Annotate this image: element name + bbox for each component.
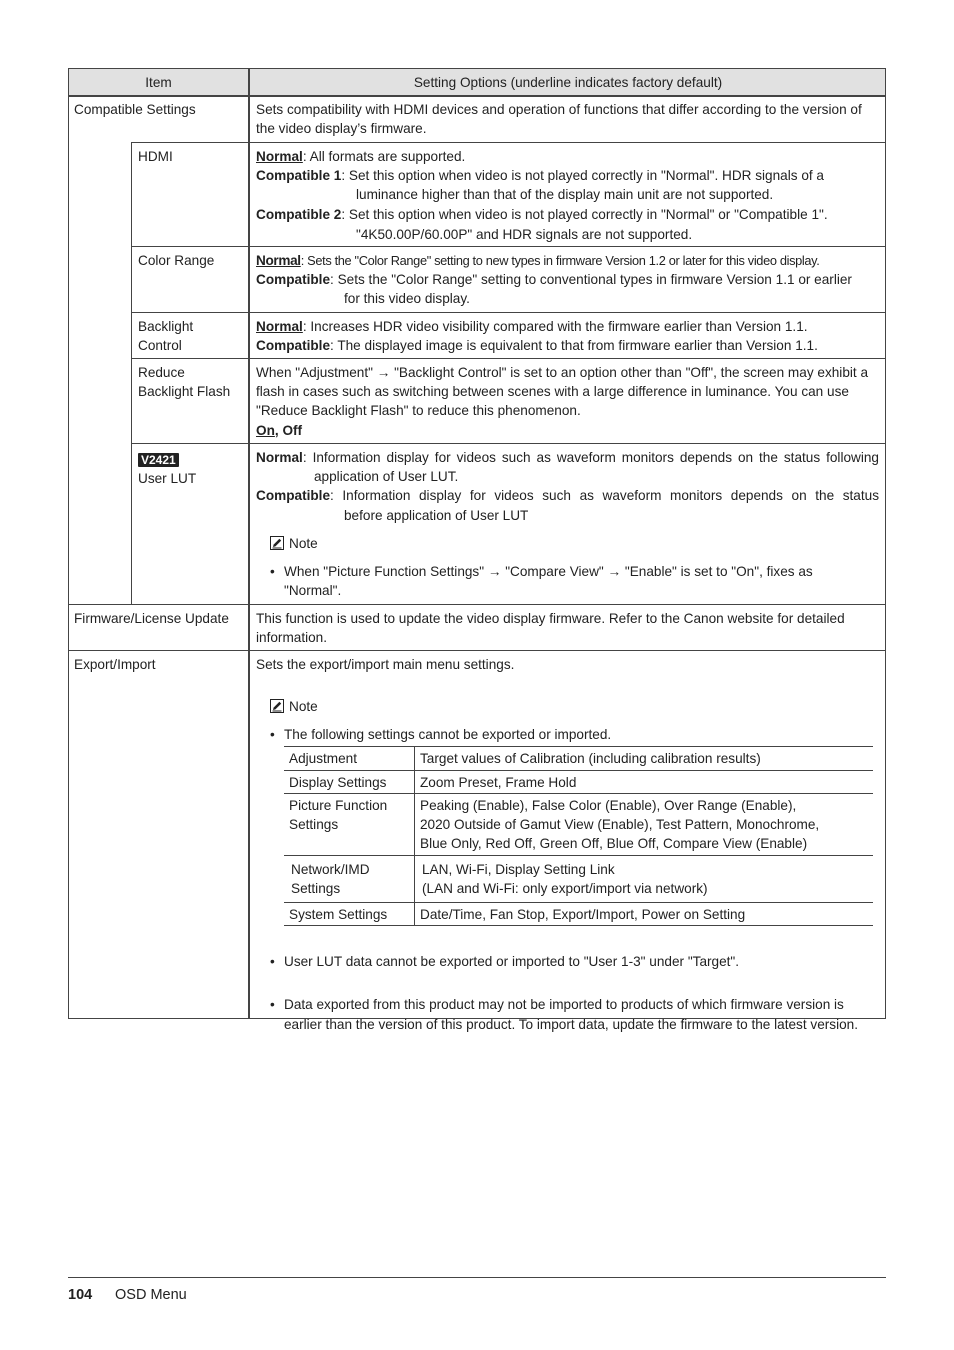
header-item: Item bbox=[145, 75, 172, 90]
subtable-divider bbox=[414, 746, 415, 926]
subtable-rule bbox=[284, 855, 873, 856]
user-lut-options bbox=[250, 445, 886, 600]
subtable-rule bbox=[284, 746, 873, 747]
option-text: : Information display for videos such as waveform monitors depends on the status following bbox=[302, 450, 879, 465]
export-import-label: Export/Import bbox=[74, 657, 156, 672]
label-line: Backlight bbox=[138, 319, 194, 334]
option-text: : Information display for videos such as waveform monitors depends on the status bbox=[330, 488, 879, 504]
option-text: luminance higher than that of the display main unit are not supported. bbox=[356, 187, 774, 203]
hdmi-options bbox=[250, 144, 880, 244]
page-number: 104 bbox=[68, 1287, 93, 1303]
option-key: On bbox=[256, 422, 275, 438]
row-rule bbox=[131, 246, 886, 247]
option-text: : The displayed image is equivalent to that from firmware earlier than Version 1.1. bbox=[330, 338, 818, 354]
export-note-heading bbox=[270, 697, 318, 716]
backlight-control-options bbox=[250, 314, 880, 355]
subtable-rule bbox=[284, 902, 873, 903]
header-options: Setting Options (underline indicates factory default) bbox=[413, 75, 723, 90]
reduce-backlight-flash-label bbox=[132, 360, 248, 401]
model-badge: V2421 bbox=[138, 453, 179, 467]
note-pencil-icon bbox=[270, 699, 284, 713]
row-value: Date/Time, Fan Stop, Export/Import, Power on Setting bbox=[420, 907, 746, 922]
option-text: , Off bbox=[274, 422, 303, 438]
row-value: Target values of Calibration (including calibration results) bbox=[420, 751, 761, 766]
row-key: Adjustment bbox=[289, 751, 358, 766]
label-line: Control bbox=[138, 338, 182, 354]
option-text: : Sets the "Color Range" setting to new types in firmware Version 1.2 or later for this video display. bbox=[300, 253, 820, 268]
row-rule bbox=[131, 312, 886, 313]
row-key: Picture Function bbox=[289, 798, 388, 813]
option-text: : Increases HDR video visibility compared with the firmware earlier than Version 1.1. bbox=[302, 319, 808, 334]
note-label: Note bbox=[289, 699, 318, 714]
note-bullet: • When "Picture Function Settings" → "Compare View" → "Enable" is set to "On", fixes as "Normal". bbox=[268, 562, 844, 600]
option-text: for this video display. bbox=[344, 291, 470, 307]
row-value: (LAN and Wi-Fi: only export/import via network) bbox=[422, 881, 708, 897]
option-text: application of User LUT. bbox=[314, 469, 459, 485]
firmware-desc: This function is used to update the video display firmware. Refer to the Canon website for detailed information. bbox=[256, 611, 845, 646]
label-line: Reduce bbox=[138, 365, 185, 380]
label-line: User LUT bbox=[138, 471, 197, 487]
option-key: Compatible bbox=[256, 338, 331, 354]
option-text: before application of User LUT bbox=[344, 507, 529, 523]
row-value: Peaking (Enable), False Color (Enable), Over Range (Enable), bbox=[420, 798, 797, 813]
note-label: Note bbox=[289, 535, 318, 551]
row-rule bbox=[131, 443, 886, 444]
table-row bbox=[420, 773, 576, 792]
table-row bbox=[289, 905, 387, 924]
row-value: 2020 Outside of Gamut View (Enable), Test Pattern, Monochrome, bbox=[420, 817, 820, 833]
section-title: OSD Menu bbox=[115, 1287, 187, 1303]
hdmi-label: HDMI bbox=[138, 149, 173, 164]
color-range-label: Color Range bbox=[138, 253, 215, 268]
option-key: Compatible 1 bbox=[256, 168, 342, 184]
row-rule bbox=[68, 650, 886, 651]
option-key: Normal bbox=[256, 319, 303, 334]
firmware-label: Firmware/License Update bbox=[74, 611, 229, 626]
option-key: Normal bbox=[256, 253, 301, 268]
option-key: Normal bbox=[256, 450, 303, 465]
row-key: Display Settings bbox=[289, 775, 387, 790]
table-row bbox=[291, 860, 370, 898]
backlight-control-label bbox=[132, 314, 248, 355]
export-bullet-3: • Data exported from this product may not be imported to products of which firmware version is earlier than the version of this product. To import data, update the firmware to the latest version. bbox=[268, 995, 858, 1033]
table-row bbox=[420, 749, 761, 768]
row-key: Network/IMD bbox=[291, 862, 370, 877]
footer-rule bbox=[68, 1277, 886, 1278]
subtable-rule bbox=[284, 925, 873, 926]
compatible-settings-desc: Sets compatibility with HDMI devices and operation of functions that differ according to the version of the video display’s firmware. bbox=[256, 102, 862, 137]
compatible-settings-label: Compatible Settings bbox=[74, 102, 196, 117]
row-value: Blue Only, Red Off, Green Off, Blue Off, Compare View (Enable) bbox=[420, 836, 808, 852]
color-range-options bbox=[250, 248, 880, 309]
table-row bbox=[289, 773, 386, 792]
option-text: : Set this option when video is not played correctly in "Normal" or "Compatible 1". bbox=[341, 206, 828, 222]
table-row bbox=[420, 905, 745, 924]
row-key: System Settings bbox=[289, 907, 388, 922]
label-line: Backlight Flash bbox=[138, 384, 231, 400]
subtable-rule bbox=[284, 770, 873, 771]
subtable-rule bbox=[284, 793, 873, 794]
row-rule bbox=[131, 358, 886, 359]
option-text: "4K50.00P/60.00P" and HDR signals are not supported. bbox=[356, 226, 693, 242]
row-value: Zoom Preset, Frame Hold bbox=[420, 775, 577, 790]
user-lut-label bbox=[132, 447, 248, 488]
note-heading bbox=[256, 534, 879, 553]
row-key: Settings bbox=[289, 817, 339, 833]
option-key: Normal bbox=[256, 149, 303, 164]
table-row bbox=[289, 796, 387, 834]
export-bullet-2: • User LUT data cannot be exported or imported to "User 1-3" under "Target". bbox=[268, 952, 868, 971]
option-key: Compatible bbox=[256, 272, 331, 288]
table-row bbox=[420, 796, 819, 854]
table-row bbox=[422, 860, 708, 898]
row-rule bbox=[68, 604, 886, 605]
option-text: When "Adjustment" → "Backlight Control" is set to an option other than "Off", the screen may exhibit a flash in cases such as switching between scenes with a large difference in luminance. You can use "Reduce Backlight Flash" to reduce this phenomenon. bbox=[256, 365, 869, 419]
export-bullet-1: • The following settings cannot be exported or imported. bbox=[268, 725, 868, 744]
note-pencil-icon bbox=[270, 536, 284, 550]
reduce-backlight-flash-options bbox=[250, 360, 880, 440]
option-text: : Sets the "Color Range" setting to conventional types in firmware Version 1.1 or earlier bbox=[330, 272, 852, 288]
export-import-desc: Sets the export/import main menu settings. bbox=[256, 657, 515, 672]
row-key: Settings bbox=[291, 881, 341, 897]
option-key: Compatible bbox=[256, 488, 331, 504]
table-row bbox=[289, 749, 357, 768]
option-text: : All formats are supported. bbox=[302, 149, 466, 164]
option-key: Compatible 2 bbox=[256, 206, 342, 222]
row-value: LAN, Wi-Fi, Display Setting Link bbox=[422, 862, 615, 877]
row-rule bbox=[131, 142, 886, 143]
option-text: : Set this option when video is not played correctly in "Normal". HDR signals of a bbox=[341, 168, 824, 184]
